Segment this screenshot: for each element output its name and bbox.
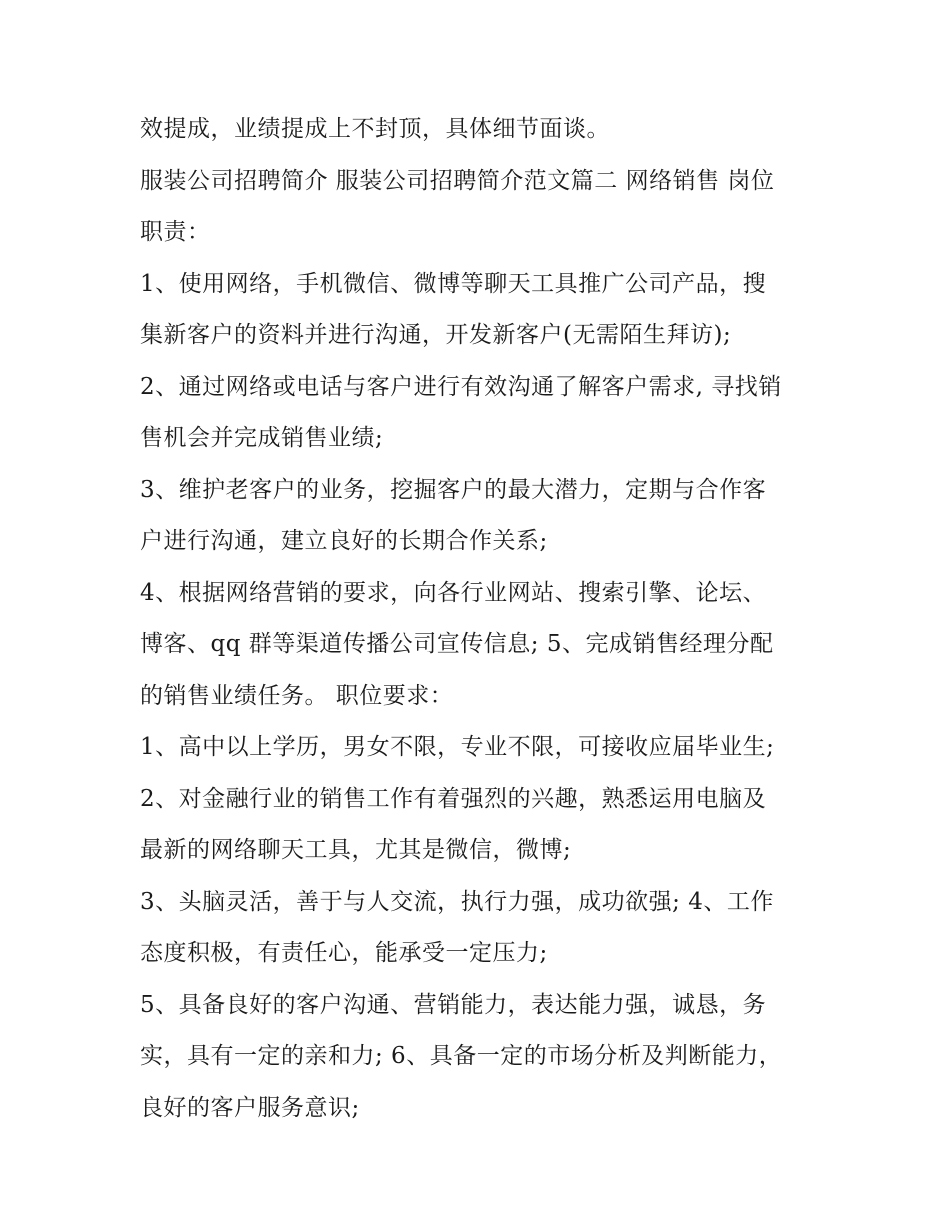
text-line: 2、通过网络或电话与客户进行有效沟通了解客户需求, 寻找销 (140, 373, 782, 400)
text-line: 户进行沟通，建立良好的长期合作关系; (140, 528, 548, 554)
text-line: 集新客户的资料并进行沟通，开发新客户(无需陌生拜访); (140, 322, 732, 348)
text-line: 最新的网络聊天工具，尤其是微信，微博; (140, 837, 572, 863)
document-body (140, 104, 820, 1134)
text-line: 良好的客户服务意识; (140, 1094, 360, 1121)
text-line: 售机会并完成销售业绩; (140, 425, 384, 451)
text-line: 效提成，业绩提成上不封顶，具体细节面谈。 (140, 116, 610, 142)
text-line: 2、对金融行业的销售工作有着强烈的兴趣，熟悉运用电脑及 (140, 785, 767, 812)
text-line: 实，具有一定的亲和力; 6、具备一定的市场分析及判断能力， (140, 1043, 783, 1069)
text-line: 1、使用网络，手机微信、微博等聊天工具推广公司产品，搜 (140, 270, 767, 297)
text-line: 4、根据网络营销的要求，向各行业网站、搜索引擎、论坛、 (140, 579, 767, 606)
text-line: 服装公司招聘简介 服装公司招聘简介范文篇二 网络销售 岗位 (140, 167, 775, 194)
text-line: 职责： (140, 219, 211, 245)
text-line: 1、高中以上学历，男女不限，专业不限，可接收应届毕业生; (140, 734, 775, 760)
text-line: 博客、qq 群等渠道传播公司宣传信息; 5、完成销售经理分配 (140, 631, 774, 657)
text-line: 3、维护老客户的业务，挖掘客户的最大潜力，定期与合作客 (140, 476, 767, 503)
text-line: 5、具备良好的客户沟通、营销能力，表达能力强，诚恳，务 (140, 991, 767, 1018)
text-line: 态度积极，有责任心，能承受一定压力; (140, 940, 548, 966)
text-line: 的销售业绩任务。 职位要求： (140, 682, 454, 709)
text-line: 3、头脑灵活，善于与人交流，执行力强，成功欲强; 4、工作 (140, 888, 774, 915)
